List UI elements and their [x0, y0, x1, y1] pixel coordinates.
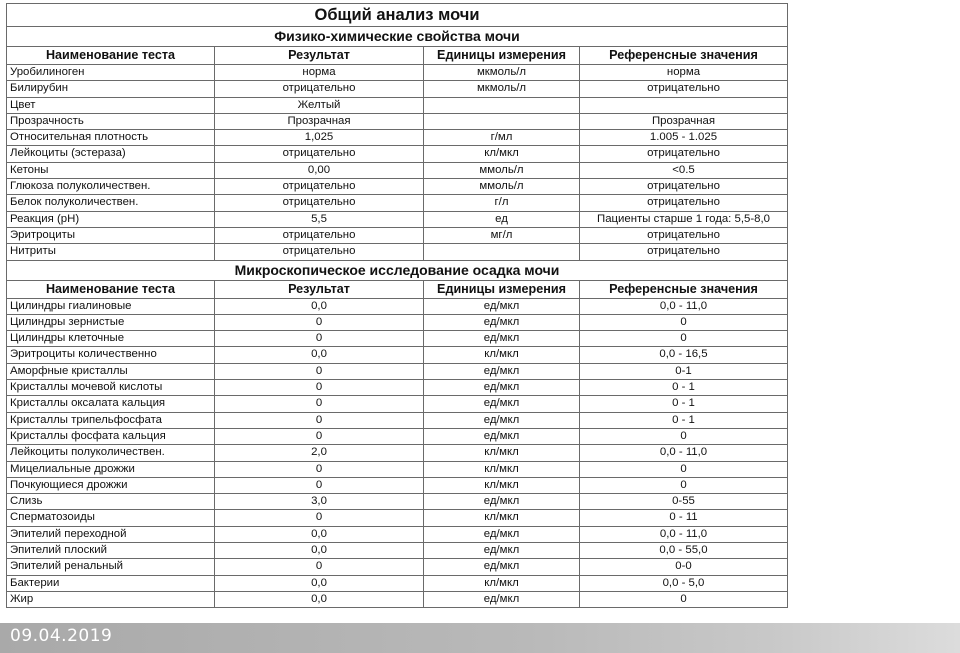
cell-reference: 0-0 — [580, 559, 788, 575]
cell-test-name: Уробилиноген — [7, 65, 215, 81]
cell-result: 0 — [215, 477, 424, 493]
report-title-row — [7, 4, 788, 27]
cell-units: ед/мкл — [424, 559, 580, 575]
cell-test-name: Кристаллы мочевой кислоты — [7, 380, 215, 396]
cell-result: 0 — [215, 380, 424, 396]
cell-result: 0,0 — [215, 591, 424, 607]
cell-units: кл/мкл — [424, 575, 580, 591]
table-row — [7, 575, 788, 591]
cell-test-name: Прозрачность — [7, 113, 215, 129]
cell-reference: 0,0 - 16,5 — [580, 347, 788, 363]
cell-test-name: Реакция (pH) — [7, 211, 215, 227]
cell-reference: 0-55 — [580, 494, 788, 510]
table-row — [7, 244, 788, 260]
cell-reference: 0-1 — [580, 363, 788, 379]
cell-result: 1,025 — [215, 130, 424, 146]
section-title-row — [7, 27, 788, 47]
cell-result: 0,00 — [215, 162, 424, 178]
cell-reference: 0,0 - 11,0 — [580, 445, 788, 461]
cell-result: 0 — [215, 461, 424, 477]
cell-result: отрицательно — [215, 179, 424, 195]
cell-test-name: Кетоны — [7, 162, 215, 178]
cell-units: ед/мкл — [424, 591, 580, 607]
cell-test-name: Эритроциты — [7, 227, 215, 243]
cell-units: мг/л — [424, 227, 580, 243]
table-row — [7, 113, 788, 129]
cell-units: ед — [424, 211, 580, 227]
column-header-row — [7, 280, 788, 298]
table-row — [7, 461, 788, 477]
cell-test-name: Бактерии — [7, 575, 215, 591]
cell-reference: 0 - 11 — [580, 510, 788, 526]
cell-test-name: Лейкоциты (эстераза) — [7, 146, 215, 162]
cell-result: отрицательно — [215, 146, 424, 162]
table-row — [7, 81, 788, 97]
cell-units: кл/мкл — [424, 510, 580, 526]
cell-reference: отрицательно — [580, 179, 788, 195]
table-row — [7, 412, 788, 428]
cell-reference: 0 - 1 — [580, 396, 788, 412]
table-row — [7, 559, 788, 575]
column-header-test-name: Наименование теста — [7, 280, 215, 298]
cell-reference: 0,0 - 5,0 — [580, 575, 788, 591]
cell-test-name: Эритроциты количественно — [7, 347, 215, 363]
table-row — [7, 510, 788, 526]
cell-reference: Пациенты старше 1 года: 5,5-8,0 — [580, 211, 788, 227]
cell-reference: 0 — [580, 477, 788, 493]
table-row — [7, 380, 788, 396]
cell-test-name: Сперматозоиды — [7, 510, 215, 526]
cell-test-name: Цилиндры гиалиновые — [7, 298, 215, 314]
section-title: Микроскопическое исследование осадка мочи — [7, 260, 788, 280]
cell-reference — [580, 97, 788, 113]
table-row — [7, 445, 788, 461]
cell-test-name: Мицелиальные дрожжи — [7, 461, 215, 477]
table-row — [7, 146, 788, 162]
cell-units — [424, 97, 580, 113]
table-row — [7, 130, 788, 146]
cell-reference: 0 - 1 — [580, 412, 788, 428]
cell-test-name: Белок полуколичествен. — [7, 195, 215, 211]
cell-result: 0,0 — [215, 298, 424, 314]
cell-result: отрицательно — [215, 227, 424, 243]
table-row — [7, 65, 788, 81]
cell-units: ммоль/л — [424, 179, 580, 195]
cell-result: 0 — [215, 314, 424, 330]
cell-result: 0 — [215, 559, 424, 575]
cell-units: кл/мкл — [424, 347, 580, 363]
cell-test-name: Эпителий плоский — [7, 543, 215, 559]
table-row — [7, 396, 788, 412]
column-header-row — [7, 47, 788, 65]
cell-test-name: Кристаллы оксалата кальция — [7, 396, 215, 412]
column-header-result: Результат — [215, 47, 424, 65]
table-row — [7, 428, 788, 444]
cell-units: ед/мкл — [424, 396, 580, 412]
cell-result: Желтый — [215, 97, 424, 113]
cell-reference: норма — [580, 65, 788, 81]
table-row — [7, 195, 788, 211]
table-row — [7, 314, 788, 330]
cell-test-name: Кристаллы фосфата кальция — [7, 428, 215, 444]
cell-result: 0,0 — [215, 575, 424, 591]
footer-bar — [0, 623, 960, 653]
report-table-body — [7, 4, 788, 608]
cell-units: ед/мкл — [424, 380, 580, 396]
cell-result: отрицательно — [215, 244, 424, 260]
report-title: Общий анализ мочи — [7, 4, 788, 27]
cell-result: 0 — [215, 331, 424, 347]
cell-units: ед/мкл — [424, 331, 580, 347]
table-row — [7, 298, 788, 314]
table-row — [7, 363, 788, 379]
cell-units: кл/мкл — [424, 445, 580, 461]
cell-reference: отрицательно — [580, 244, 788, 260]
cell-test-name: Билирубин — [7, 81, 215, 97]
cell-units: г/мл — [424, 130, 580, 146]
cell-test-name: Цилиндры клеточные — [7, 331, 215, 347]
column-header-test-name: Наименование теста — [7, 47, 215, 65]
cell-result: 0 — [215, 412, 424, 428]
cell-reference: 0 — [580, 428, 788, 444]
cell-test-name: Цилиндры зернистые — [7, 314, 215, 330]
cell-reference: 0,0 - 55,0 — [580, 543, 788, 559]
cell-units: кл/мкл — [424, 477, 580, 493]
cell-test-name: Нитриты — [7, 244, 215, 260]
cell-test-name: Аморфные кристаллы — [7, 363, 215, 379]
column-header-reference: Референсные значения — [580, 47, 788, 65]
table-row — [7, 526, 788, 542]
section-title: Физико-химические свойства мочи — [7, 27, 788, 47]
cell-test-name: Жир — [7, 591, 215, 607]
cell-test-name: Цвет — [7, 97, 215, 113]
cell-test-name: Эпителий переходной — [7, 526, 215, 542]
column-header-result: Результат — [215, 280, 424, 298]
cell-reference: 1.005 - 1.025 — [580, 130, 788, 146]
cell-units: ед/мкл — [424, 428, 580, 444]
footer-date: 09.04.2019 — [10, 626, 113, 646]
table-row — [7, 331, 788, 347]
cell-units — [424, 113, 580, 129]
cell-units: кл/мкл — [424, 461, 580, 477]
cell-test-name: Лейкоциты полуколичествен. — [7, 445, 215, 461]
cell-units: ед/мкл — [424, 526, 580, 542]
cell-units: мкмоль/л — [424, 65, 580, 81]
cell-units: ед/мкл — [424, 412, 580, 428]
cell-test-name: Кристаллы трипельфосфата — [7, 412, 215, 428]
cell-reference: 0 — [580, 461, 788, 477]
table-row — [7, 591, 788, 607]
cell-units — [424, 244, 580, 260]
cell-result: 0,0 — [215, 347, 424, 363]
cell-result: 0 — [215, 510, 424, 526]
cell-result: Прозрачная — [215, 113, 424, 129]
cell-result: норма — [215, 65, 424, 81]
cell-units: ед/мкл — [424, 363, 580, 379]
cell-result: 2,0 — [215, 445, 424, 461]
urinalysis-report-table — [6, 3, 788, 608]
cell-reference: 0,0 - 11,0 — [580, 526, 788, 542]
table-row — [7, 477, 788, 493]
cell-units: ед/мкл — [424, 314, 580, 330]
table-row — [7, 211, 788, 227]
cell-reference: отрицательно — [580, 146, 788, 162]
cell-reference: отрицательно — [580, 81, 788, 97]
cell-reference: 0 — [580, 591, 788, 607]
cell-result: 3,0 — [215, 494, 424, 510]
cell-reference: 0,0 - 11,0 — [580, 298, 788, 314]
cell-units: ед/мкл — [424, 298, 580, 314]
cell-result: 0,0 — [215, 526, 424, 542]
cell-result: отрицательно — [215, 81, 424, 97]
cell-result: 0 — [215, 396, 424, 412]
table-row — [7, 543, 788, 559]
cell-reference: 0 — [580, 314, 788, 330]
cell-reference: 0 - 1 — [580, 380, 788, 396]
column-header-units: Единицы измерения — [424, 280, 580, 298]
cell-reference: Прозрачная — [580, 113, 788, 129]
cell-result: 0 — [215, 363, 424, 379]
cell-units: г/л — [424, 195, 580, 211]
table-row — [7, 97, 788, 113]
table-row — [7, 179, 788, 195]
cell-units: ед/мкл — [424, 494, 580, 510]
table-row — [7, 162, 788, 178]
cell-test-name: Слизь — [7, 494, 215, 510]
cell-test-name: Глюкоза полуколичествен. — [7, 179, 215, 195]
section-title-row — [7, 260, 788, 280]
cell-units: ммоль/л — [424, 162, 580, 178]
column-header-reference: Референсные значения — [580, 280, 788, 298]
cell-reference: отрицательно — [580, 195, 788, 211]
cell-reference: отрицательно — [580, 227, 788, 243]
cell-units: ед/мкл — [424, 543, 580, 559]
column-header-units: Единицы измерения — [424, 47, 580, 65]
table-row — [7, 347, 788, 363]
cell-result: отрицательно — [215, 195, 424, 211]
cell-result: 0,0 — [215, 543, 424, 559]
cell-reference: <0.5 — [580, 162, 788, 178]
cell-test-name: Относительная плотность — [7, 130, 215, 146]
cell-reference: 0 — [580, 331, 788, 347]
cell-result: 5,5 — [215, 211, 424, 227]
cell-units: мкмоль/л — [424, 81, 580, 97]
table-row — [7, 494, 788, 510]
cell-test-name: Эпителий ренальный — [7, 559, 215, 575]
cell-test-name: Почкующиеся дрожжи — [7, 477, 215, 493]
cell-units: кл/мкл — [424, 146, 580, 162]
table-row — [7, 227, 788, 243]
cell-result: 0 — [215, 428, 424, 444]
